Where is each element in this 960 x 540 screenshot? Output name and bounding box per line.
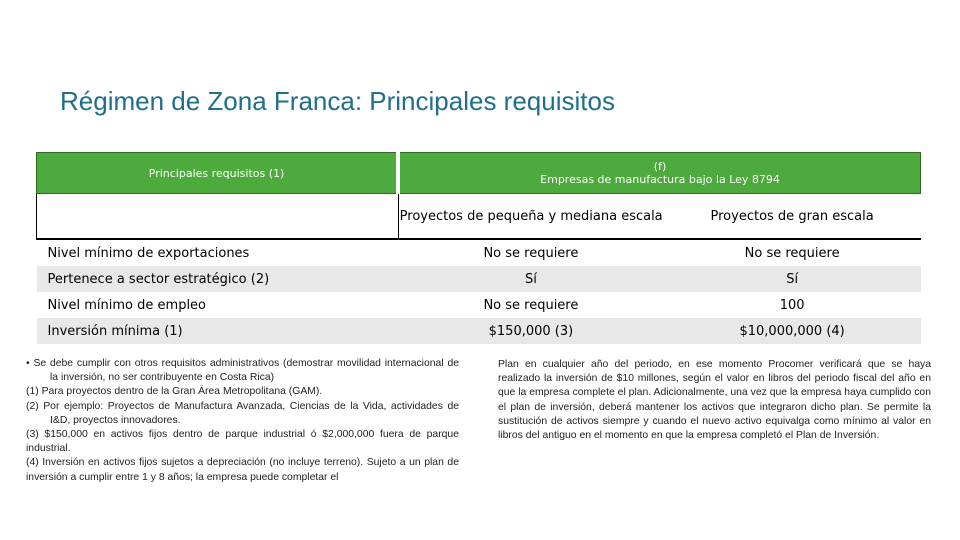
- row-large-value: 100: [779, 297, 805, 313]
- footnotes-left: [26, 357, 459, 485]
- table-row: [37, 292, 921, 318]
- row-label: Nivel mínimo de empleo: [47, 297, 207, 313]
- subheader-large-projects: Proyectos de gran escala: [710, 208, 874, 224]
- subheader-small-projects: Proyectos de pequeña y mediana escala: [399, 208, 663, 224]
- footnote-bullet: • Se debe cumplir con otros requisitos administrativos (demostrar movilidad internacional de la inversión, no ser contribuyente en Costa Rica): [26, 358, 459, 384]
- header-companies: [398, 153, 920, 194]
- subheader-empty: [37, 194, 399, 240]
- page-title: Régimen de Zona Franca: Principales requisitos: [60, 86, 615, 116]
- table-row: [37, 239, 921, 266]
- header-requirements: Principales requisitos (1): [37, 153, 399, 194]
- header-companies-label: Empresas de manufactura bajo la Ley 8794: [540, 173, 780, 186]
- row-label: Pertenece a sector estratégico (2): [37, 266, 399, 292]
- footnote-3: (3) $150,000 en activos fijos dentro de parque industrial ó $2,000,000 fuera de parque industrial.: [26, 429, 459, 455]
- table-subheader-row: [37, 194, 921, 240]
- row-large-value: No se requiere: [664, 239, 921, 266]
- table-header-row: [37, 153, 921, 194]
- table-row: [37, 318, 921, 344]
- footnote-2: (2) Por ejemplo: Proyectos de Manufactura Avanzada, Ciencias de la Vida, actividades de I&D, proyectos innovadores.: [26, 400, 459, 426]
- row-label: Inversión mínima (1): [37, 318, 399, 344]
- row-label: Nivel mínimo de exportaciones: [37, 239, 399, 266]
- row-large-value: $10,000,000 (4): [664, 318, 921, 344]
- requirements-table: [36, 152, 921, 344]
- row-small-value: No se requiere: [398, 239, 664, 266]
- row-large-value: Sí: [664, 266, 921, 292]
- footnote-1: (1) Para proyectos dentro de la Gran Área Metropolitana (GAM).: [26, 386, 323, 398]
- row-small-value: Sí: [398, 266, 664, 292]
- header-footnote-marker: (f): [653, 160, 667, 173]
- table-row: [37, 266, 921, 292]
- row-small-value: No se requiere: [483, 297, 579, 313]
- footnotes-right: [498, 358, 931, 443]
- footnote-4: (4) Inversión en activos fijos sujetos a depreciación (no incluye terreno). Sujeto a un plan de inversión a cumplir entre 1 y 8 años; la empresa puede completar el: [26, 457, 459, 483]
- footnote-4-continued: Plan en cualquier año del periodo, en ese momento Procomer verificará que se haya realizado la inversión de $10 millones, según el valor en libros del periodo fiscal del año en que la empresa complete el plan. Adicionalmente, una vez que la empresa haya cumplido con el plan de inversión, deberá mantener los activos que integraron dicho plan. Se permite la sustitución de activos siempre y cuando el nuevo activo equivalga como mínimo al valor en libros del antiguo en el momento en que la empresa completó el Plan de Inversión.: [498, 359, 931, 442]
- row-small-value: $150,000 (3): [398, 318, 664, 344]
